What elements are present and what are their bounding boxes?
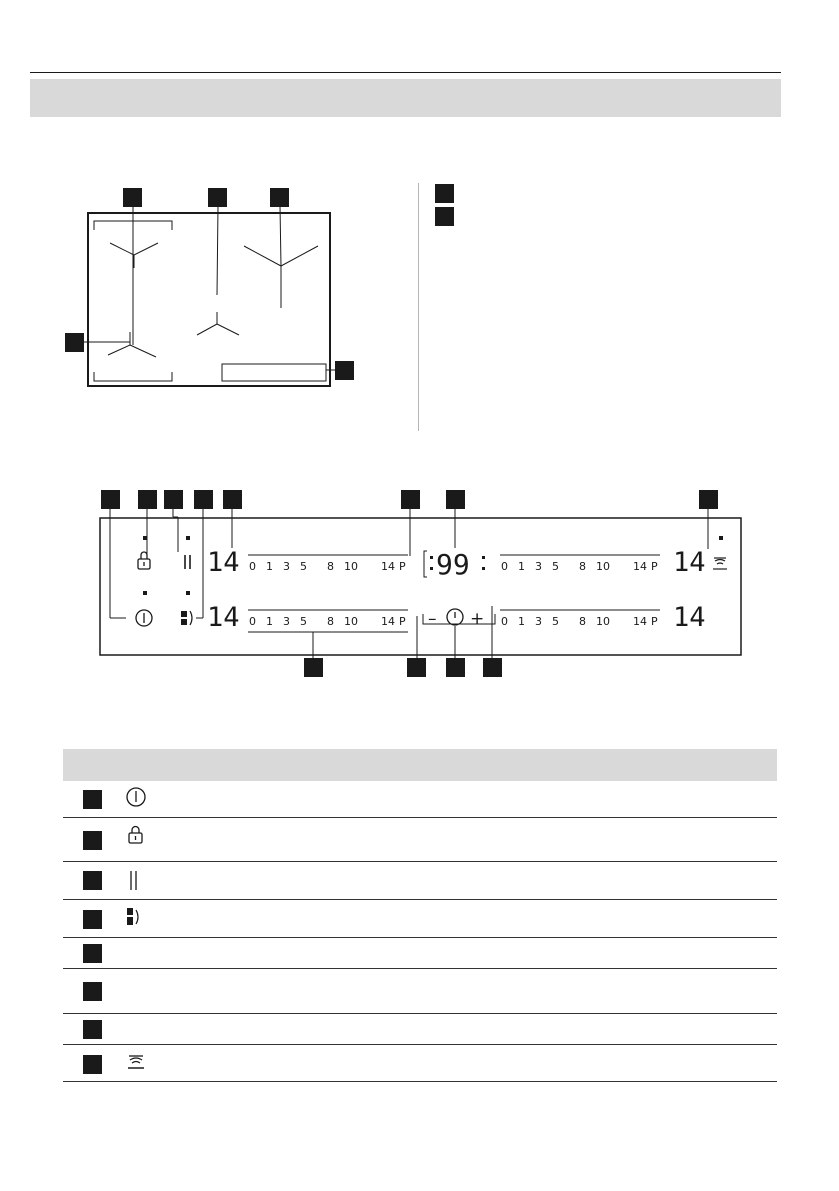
row-marker bbox=[83, 944, 102, 963]
power-scale-top-left bbox=[249, 560, 406, 573]
pause-icon bbox=[185, 555, 190, 569]
lock-icon bbox=[138, 552, 150, 569]
zone-display-bottom-right: 14 bbox=[673, 602, 706, 633]
top-rule bbox=[30, 72, 781, 73]
zone-display-top-right: 14 bbox=[673, 547, 706, 578]
timer-minus: – bbox=[428, 609, 437, 629]
scale-label: 14 bbox=[381, 615, 395, 628]
hob2hood-icon bbox=[125, 1050, 147, 1074]
timer-plus: + bbox=[470, 609, 485, 629]
timer-value: 99 bbox=[436, 548, 470, 581]
bridge-icon bbox=[125, 905, 147, 929]
zone-display-bottom-left: 14 bbox=[207, 602, 240, 633]
scale-label: 1 bbox=[518, 560, 525, 573]
bridge-icon bbox=[181, 611, 192, 625]
scale-label: 0 bbox=[501, 560, 508, 573]
scale-label: 3 bbox=[535, 615, 542, 628]
table-row-6 bbox=[63, 969, 777, 1014]
timer-controls bbox=[423, 609, 495, 629]
zone-left-top bbox=[110, 243, 158, 268]
scale-label: 14 bbox=[633, 615, 647, 628]
scale-label: 14 bbox=[633, 560, 647, 573]
scale-label: 3 bbox=[283, 615, 290, 628]
table-header bbox=[63, 749, 777, 781]
timer-clock-icon bbox=[447, 609, 463, 625]
row-marker bbox=[83, 790, 102, 809]
scale-label: 3 bbox=[535, 560, 542, 573]
hob2hood-icon bbox=[713, 558, 727, 569]
scale-label: 10 bbox=[344, 615, 358, 628]
legend-marker-1 bbox=[435, 184, 454, 203]
scale-label: P bbox=[399, 615, 406, 628]
power-icon bbox=[136, 610, 152, 626]
zone-middle bbox=[197, 312, 239, 335]
table-row-5 bbox=[63, 938, 777, 969]
scale-label: P bbox=[651, 560, 658, 573]
scale-label: 10 bbox=[344, 560, 358, 573]
scale-label: 5 bbox=[552, 560, 559, 573]
zone-display-top-left: 14 bbox=[207, 547, 240, 578]
control-panel-diagram bbox=[96, 486, 746, 681]
power-scale-bottom-right bbox=[501, 615, 658, 628]
scale-label: P bbox=[651, 615, 658, 628]
legend-divider bbox=[418, 183, 419, 431]
scale-label: 10 bbox=[596, 615, 610, 628]
table-row-4 bbox=[63, 900, 777, 938]
timer-display bbox=[424, 548, 485, 581]
scale-label: 8 bbox=[327, 560, 334, 573]
legend-marker-2 bbox=[435, 207, 454, 226]
table-row-7 bbox=[63, 1014, 777, 1045]
scale-label: 1 bbox=[266, 615, 273, 628]
scale-label: 5 bbox=[300, 615, 307, 628]
scale-label: 0 bbox=[249, 560, 256, 573]
section-header-bar bbox=[30, 79, 781, 117]
scale-label: 0 bbox=[501, 615, 508, 628]
row-marker bbox=[83, 982, 102, 1001]
table-row-2 bbox=[63, 818, 777, 862]
cooking-zones-diagram bbox=[60, 180, 360, 395]
lock-icon bbox=[125, 824, 147, 846]
zone-left-bottom bbox=[108, 332, 156, 357]
scale-label: 1 bbox=[266, 560, 273, 573]
row-marker bbox=[83, 1020, 102, 1039]
scale-label: 3 bbox=[283, 560, 290, 573]
table-row-3 bbox=[63, 862, 777, 900]
scale-label: 8 bbox=[579, 560, 586, 573]
table-row-1 bbox=[63, 781, 777, 818]
power-scale-bottom-left bbox=[249, 615, 406, 628]
scale-label: 14 bbox=[381, 560, 395, 573]
scale-label: 10 bbox=[596, 560, 610, 573]
scale-label: 5 bbox=[300, 560, 307, 573]
row-marker bbox=[83, 910, 102, 929]
row-marker bbox=[83, 1055, 102, 1074]
row-marker bbox=[83, 871, 102, 890]
row-marker bbox=[83, 831, 102, 850]
scale-label: 0 bbox=[249, 615, 256, 628]
power-icon bbox=[125, 786, 147, 808]
scale-label: 8 bbox=[327, 615, 334, 628]
pause-icon bbox=[125, 868, 147, 892]
scale-label: 1 bbox=[518, 615, 525, 628]
scale-label: 8 bbox=[579, 615, 586, 628]
scale-label: P bbox=[399, 560, 406, 573]
scale-label: 5 bbox=[552, 615, 559, 628]
power-scale-top-right bbox=[501, 560, 658, 573]
table-row-8 bbox=[63, 1045, 777, 1082]
